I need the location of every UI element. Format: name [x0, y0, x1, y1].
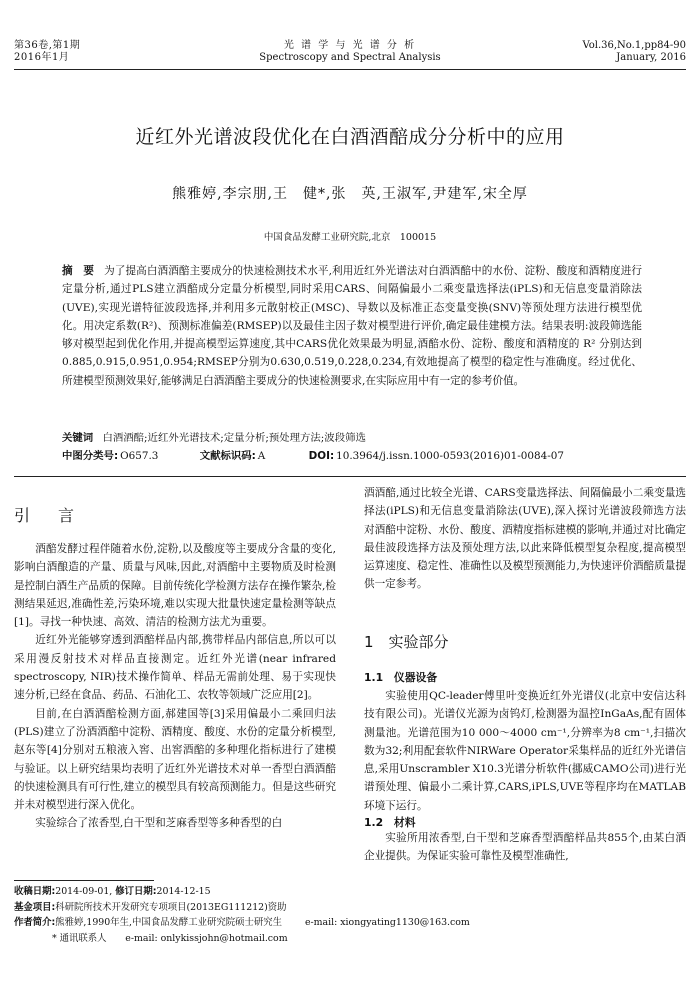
- affiliation: 中国食品发酵工业研究院,北京 100015: [263, 232, 437, 243]
- intro-continuation: 酒酒醅,通过比较全光谱、CARS变量选择法、间隔偏最小二乘变量选择法(iPLS)和无信息变量消除法(UVE),深入探讨光谱波段筛选方法对酒醅中淀粉、水份、酸度、酒精度指标建模的影响,并通过对比确定最佳波段选择方法及预处理方法,以此来降低模型复杂程度,提高模型运算速度、稳定性、准确性以及模型预测能力,为快速评价酒醅质量提供一定参考。: [364, 487, 686, 591]
- intro-paragraph-4: 实验综合了浓香型,白干型和芝麻香型等多种香型的白: [35, 817, 283, 830]
- doi-value: 10.3964/j.issn.1000-0593(2016)01-0084-07: [336, 450, 564, 462]
- revised-label: 修订日期:: [115, 886, 157, 897]
- intro-paragraph-2: 近红外光能够穿透到酒醅样品内部,携带样品内部信息,所以可以采用漫反射技术对样品直接测定。近红外光谱(near infrared spectroscopy, NIR)技术操作简单、样品无需前处理、易于实现快速分析,已经在食品、药品、石油化工、农牧等领域广泛应用[2]。: [14, 634, 336, 702]
- subsection-1-2-heading: 1.2 材料: [364, 816, 416, 829]
- classification-line: [62, 448, 662, 464]
- section-1-heading: 1 实验部分: [364, 633, 449, 651]
- right-column-body: [364, 484, 686, 594]
- abstract-label: 摘 要: [62, 265, 95, 277]
- bio-text: 熊雅婷,1990年生,中国食品发酵工业研究院硕士研究生: [55, 917, 282, 928]
- fund-text: 科研院所技术开发研究专项项目(2013EG111212)资助: [55, 901, 287, 913]
- received-label: 收稿日期:: [14, 886, 56, 897]
- keywords-text: 白酒酒醅;近红外光谱技术;定量分析;预处理方法;波段筛选: [102, 432, 366, 444]
- running-header-right: [582, 40, 686, 64]
- volume-cn: 第36卷,第1期: [14, 40, 81, 51]
- materials-paragraph: 实验所用浓香型,白干型和芝麻香型酒醅样品共855个,由某白酒企业提供。为保证实验可靠性及模型准确性,: [364, 832, 686, 863]
- subsection-1-1-body: [364, 687, 686, 815]
- header-rule: [14, 69, 686, 70]
- volume-en: Vol.36,No.1,pp84-90: [582, 40, 686, 51]
- doc-code-label: 文献标识码:: [199, 450, 256, 462]
- clc-label: 中图分类号:: [62, 450, 119, 462]
- journal-title-en: Spectroscopy and Spectral Analysis: [259, 52, 441, 63]
- subsection-1-2-body: [364, 829, 686, 866]
- clc-value: O657.3: [120, 450, 159, 462]
- received-date: 2014-09-01,: [55, 886, 113, 897]
- journal-title-cn: 光 谱 学 与 光 谱 分 析: [283, 40, 417, 51]
- paper-title: 近红外光谱波段优化在白酒酒醅成分分析中的应用: [135, 126, 565, 148]
- abstract-text: 为了提高白酒酒醅主要成分的快速检测技术水平,利用近红外光谱法对白酒酒醅中的水份、淀粉、酸度和酒精度进行定量分析,通过PLS建立酒醅成分定量分析模型,同时采用CARS、间隔偏最小二乘变量选择法(iPLS)和无信息变量消除法(UVE),实现光谱特征波段选择,并利用多元散射校正(MSC)、导数以及标准正态变量变换(SNV)等预处理方法进行模型优化。用决定系数(R²)、预测标准偏差(RMSEP)以及最佳主因子数对模型进行评价,确定最佳建模方法。结果表明:波段筛选能够对模型起到优化作用,并提高模型运算速度,其中CARS优化效果最为明显,酒醅水份、淀粉、酸度和酒精度的 R² 分别达到0.885,0.915,0.951,0.954;RMSEP分别为0.630,0.519,0.228,0.234,有效地提高了模型的稳定性与准确度。经过优化、所建模型预测效果好,能够满足白酒酒醅主要成分的快速检测要求,在实际应用中有一定的参考价值。: [62, 265, 642, 387]
- fund-label: 基金项目:: [14, 901, 56, 913]
- left-column-body: [14, 540, 336, 833]
- footnote-dates: [14, 884, 614, 900]
- doc-code-value: A: [257, 450, 266, 462]
- instrument-paragraph: 实验使用QC-leader傅里叶变换近红外光谱仪(北京中安信达科技有限公司)。光谱仪光源为卤钨灯,检测器为温控InGaAs,配有固体测量池。光谱范围为10 000～4000 cm⁻¹,分辨率为8 cm⁻¹,扫描次数为32;利用配套软件NIRWare Operator采集样品的近红外光谱信息,采用Unscrambler X10.3光谱分析软件(挪威CAMO公司)进行光谱预处理、偏最小二乘计算,CARS,iPLS,UVE等程序均在MATLAB环境下运行。: [364, 690, 686, 812]
- bio-label: 作者简介:: [14, 917, 56, 928]
- intro-heading: 引 言: [14, 506, 81, 525]
- footnote: [14, 884, 614, 946]
- intro-paragraph-1: 酒醅发酵过程伴随着水份,淀粉,以及酸度等主要成分含量的变化,影响白酒酿造的产量、质量与风味,因此,对酒醅中主要物质及时检测是控制白酒生产品质的保障。目前传统化学检测方法存在操作繁杂,检测结果延迟,准确性差,污染环境,难以实现大批量快速定量检测等缺点[1]。寻找一种快速、高效、清洁的检测方法尤为重要。: [14, 543, 336, 629]
- footnote-bio: [14, 915, 614, 931]
- author-list: 熊雅婷,李宗朋,王 健*,张 英,王淑军,尹建军,宋全厚: [172, 186, 528, 202]
- abstract: [62, 262, 642, 390]
- revised-date: 2014-12-15: [156, 886, 211, 897]
- keywords-label: 关键词: [62, 432, 94, 444]
- abstract-rule: [14, 476, 686, 477]
- footnote-corresponding: * 通讯联系人 e-mail: onlykissjohn@hotmail.com: [52, 932, 288, 944]
- intro-heading-wrap: [14, 503, 336, 526]
- date-cn: 2016年1月: [14, 52, 70, 63]
- date-en: January, 2016: [616, 52, 686, 63]
- doi-label: DOI:: [308, 450, 335, 462]
- footnote-fund: [14, 900, 614, 916]
- intro-paragraph-3: 目前,在白酒酒醅检测方面,郝建国等[3]采用偏最小二乘回归法(PLS)建立了汾酒酒醅中淀粉、酒精度、酸度、水份的定量分析模型,赵东等[4]分别对五粮液入窖、出窖酒醅的多种理化指标进行了建模与验证。以上研究结果均表明了近红外光谱技术对单一香型白酒酒醅的快速检测具有可行性,建立的模型具有较高预测能力。但是这些研究并未对模型进行深入优化。: [14, 707, 336, 812]
- author-email: e-mail: xiongyating1130@163.com: [304, 917, 470, 928]
- subsection-1-1-heading: 1.1 仪器设备: [364, 671, 438, 684]
- footnote-rule: [14, 880, 154, 881]
- keywords: [62, 430, 662, 446]
